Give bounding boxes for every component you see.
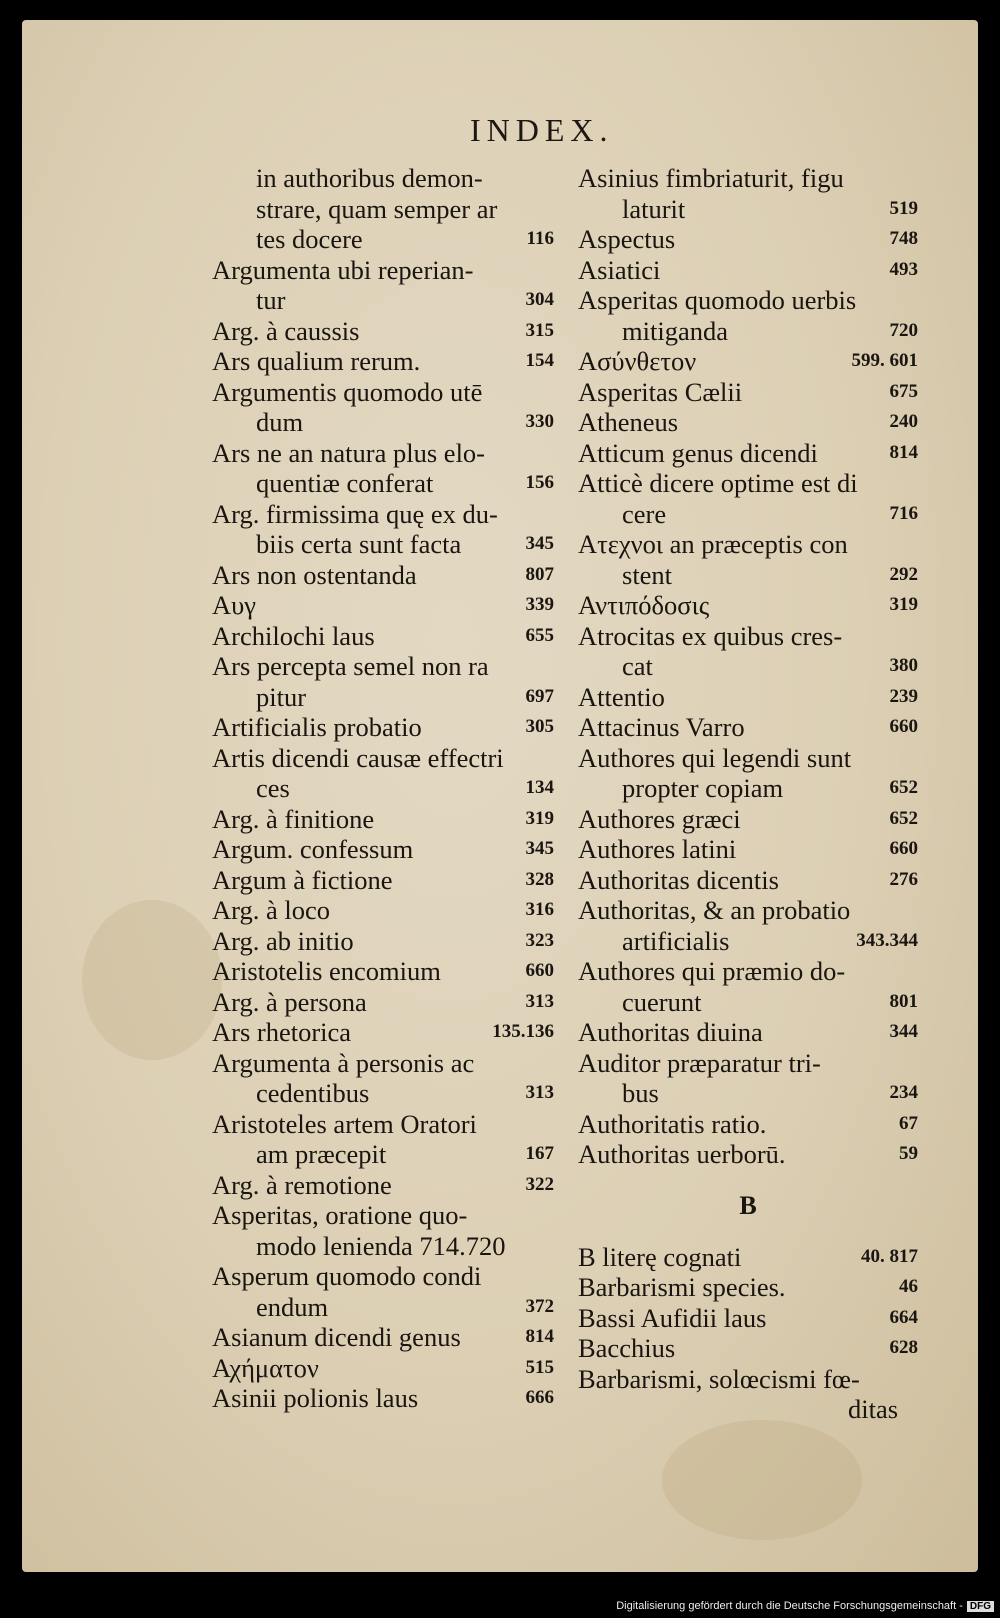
index-entry <box>578 743 918 774</box>
entry-page: 240 <box>889 411 918 432</box>
dfg-logo: DFG <box>967 1601 994 1612</box>
index-entry <box>212 468 554 499</box>
entry-page: 315 <box>525 319 554 341</box>
index-entry <box>578 438 918 469</box>
entry-text: Arg. à persona <box>212 986 367 1017</box>
entry-page: 135.136 <box>492 1021 554 1042</box>
entry-text: Auditor præparatur tri- <box>578 1047 821 1078</box>
entry-page: 652 <box>889 807 918 829</box>
entry-text: Ασύνθετον <box>578 346 697 376</box>
index-entry <box>212 224 554 255</box>
entry-page: 660 <box>525 960 554 981</box>
entry-page: 344 <box>889 1021 918 1042</box>
entry-page: 372 <box>525 1295 554 1317</box>
entry-text: Asinius fimbriaturit, figu <box>578 163 844 193</box>
entry-page: 493 <box>889 258 918 280</box>
index-entry <box>212 560 554 591</box>
entry-text: Barbarismi, solœcismi fœ- <box>578 1363 860 1394</box>
index-entry <box>578 987 918 1018</box>
entry-text: Arg. ab initio <box>212 925 354 956</box>
index-entry <box>212 1383 554 1414</box>
credit-text: Digitalisierung gefördert durch die Deutsche Forschungsgemeinschaft - <box>616 1600 963 1612</box>
entry-page: 599. 601 <box>851 350 918 371</box>
entry-text: cat <box>622 651 653 681</box>
entry-page: 345 <box>525 838 554 859</box>
entry-text: ces <box>256 773 290 803</box>
index-entry <box>212 438 554 469</box>
index-entry <box>578 346 918 377</box>
index-entry <box>212 621 554 652</box>
entry-text: Authoritas, & an probatio <box>578 895 851 925</box>
index-entry <box>578 407 918 438</box>
index-entry <box>578 1272 918 1303</box>
index-entry <box>212 1078 554 1109</box>
entry-text: tes docere <box>256 224 363 254</box>
entry-page <box>546 499 554 530</box>
index-entry <box>212 1292 554 1323</box>
entry-page <box>546 743 554 774</box>
index-entry <box>212 1017 554 1048</box>
entry-text: Ars non ostentanda <box>212 559 417 590</box>
index-entry <box>212 1200 554 1231</box>
entry-page: 323 <box>525 929 554 951</box>
entry-text: Atticè dicere optime est di <box>578 468 858 498</box>
entry-page: 319 <box>889 594 918 615</box>
index-entry <box>212 590 554 621</box>
entry-page: 328 <box>525 868 554 890</box>
entry-page: 239 <box>889 685 918 707</box>
entry-page: 319 <box>525 807 554 829</box>
index-entry <box>578 651 918 682</box>
entry-page: 304 <box>525 289 554 310</box>
index-entry <box>578 1017 918 1048</box>
entry-page: 807 <box>525 563 554 585</box>
digitization-credit <box>616 1600 994 1612</box>
index-entry <box>212 194 554 225</box>
entry-page: 675 <box>889 380 918 402</box>
index-entry <box>578 224 918 255</box>
entry-page <box>910 163 918 194</box>
entry-page: 652 <box>889 777 918 798</box>
entry-text: Authores latini <box>578 834 737 864</box>
entry-page: 156 <box>525 472 554 493</box>
entry-page <box>910 1048 918 1079</box>
index-block-a <box>578 163 918 1170</box>
index-entry <box>578 1394 918 1425</box>
index-entry <box>212 1261 554 1292</box>
entry-page <box>546 377 554 408</box>
entry-text: Αυγ <box>212 590 256 620</box>
entry-text: ditas <box>848 1394 899 1424</box>
entry-text: quentiæ conferat <box>256 468 434 498</box>
entry-page: 339 <box>525 594 554 615</box>
entry-page <box>910 895 918 926</box>
index-entry <box>212 682 554 713</box>
entry-page: 660 <box>889 716 918 737</box>
index-entry <box>212 1353 554 1384</box>
entry-text: Artificialis probatio <box>212 712 422 742</box>
entry-text: Aristoteles artem Oratori <box>212 1108 477 1139</box>
entry-page <box>546 194 554 225</box>
entry-text: Authores qui legendi sunt <box>578 742 852 773</box>
entry-text: B literę cognati <box>578 1241 742 1272</box>
entry-page: 814 <box>889 441 918 463</box>
index-entry <box>212 926 554 957</box>
index-entry <box>212 529 554 560</box>
index-entry <box>578 682 918 713</box>
index-column-right <box>578 163 918 1425</box>
entry-text: Arg. à remotione <box>212 1169 392 1200</box>
entry-page <box>910 1364 918 1395</box>
entry-text: cedentibus <box>256 1078 370 1108</box>
entry-text: Archilochi laus <box>212 620 375 651</box>
index-entry <box>578 377 918 408</box>
entry-text: Ατεχνοι an præceptis con <box>578 529 848 559</box>
entry-page: 720 <box>889 319 918 341</box>
entry-text: Authores græci <box>578 803 741 834</box>
entry-text: Arg. à finitione <box>212 803 375 834</box>
entry-page: 716 <box>889 502 918 524</box>
index-entry <box>578 1303 918 1334</box>
index-entry <box>578 1109 918 1140</box>
entry-text: Asiatici <box>578 254 661 285</box>
index-entry <box>212 865 554 896</box>
entry-page: 330 <box>525 411 554 432</box>
entry-page <box>546 1109 554 1140</box>
entry-text: Aristotelis encomium <box>212 956 441 986</box>
index-entry <box>212 895 554 926</box>
entry-page <box>546 1200 554 1231</box>
index-entry <box>212 651 554 682</box>
index-entry <box>212 834 554 865</box>
entry-page: 814 <box>525 1326 554 1347</box>
entry-text: Asianum dicendi genus <box>212 1322 461 1352</box>
index-entry <box>578 834 918 865</box>
index-entry <box>578 255 918 286</box>
entry-text: Atrocitas ex quibus cres- <box>578 620 843 651</box>
entry-text: Barbarismi species. <box>578 1272 786 1302</box>
entry-page: 748 <box>889 228 918 249</box>
entry-text: Asperitas, oratione quo- <box>212 1200 468 1230</box>
entry-page <box>546 255 554 286</box>
index-entry <box>578 956 918 987</box>
index-entry <box>212 407 554 438</box>
index-entry <box>578 712 918 743</box>
entry-text: propter copiam <box>622 773 784 803</box>
index-entry <box>578 926 918 957</box>
section-letter: B <box>739 1190 757 1220</box>
entry-text: Argumenta ubi reperian- <box>212 254 474 285</box>
index-entry <box>578 163 918 194</box>
entry-text: Αχήματον <box>212 1352 319 1383</box>
entry-page: 134 <box>525 777 554 798</box>
index-entry <box>578 895 918 926</box>
entry-text: endum <box>256 1291 329 1322</box>
index-entry <box>578 1364 918 1395</box>
entry-text: Arg. firmissima quę ex du- <box>212 498 498 529</box>
entry-page: 292 <box>889 563 918 585</box>
entry-page <box>910 956 918 987</box>
entry-text: Ars rhetorica <box>212 1017 352 1047</box>
entry-text: tur <box>256 285 286 315</box>
index-entry <box>578 1333 918 1364</box>
entry-text: Authoritatis ratio. <box>578 1108 767 1139</box>
entry-text: Argumenta à personis ac <box>212 1047 475 1078</box>
entry-text: Ars percepta semel non ra <box>212 651 489 681</box>
index-entry <box>212 377 554 408</box>
entry-page: 697 <box>525 685 554 707</box>
entry-page: 660 <box>889 838 918 859</box>
entry-text: Artis dicendi causæ effectri <box>212 742 504 773</box>
index-entry <box>578 529 918 560</box>
entry-text: Aspectus <box>578 224 676 254</box>
entry-page <box>546 1261 554 1292</box>
entry-text: biis certa sunt facta <box>256 529 462 559</box>
entry-page: 380 <box>889 655 918 676</box>
index-entry <box>578 1139 918 1170</box>
index-entry <box>578 316 918 347</box>
index-entry <box>212 804 554 835</box>
index-entry <box>578 560 918 591</box>
index-entry <box>578 499 918 530</box>
entry-page: 628 <box>889 1337 918 1358</box>
index-entry <box>578 1048 918 1079</box>
entry-page: 343.344 <box>856 929 918 951</box>
entry-page <box>546 1048 554 1079</box>
entry-text: Asperitas Cælii <box>578 376 743 407</box>
index-entry <box>578 285 918 316</box>
entry-text: Authoritas diuina <box>578 1017 763 1047</box>
index-entry <box>578 590 918 621</box>
entry-text: mitiganda <box>622 315 728 346</box>
entry-text: Asperitas quomodo uerbis <box>578 285 857 315</box>
index-entry <box>212 1170 554 1201</box>
index-column-left <box>212 163 554 1414</box>
entry-text: bus <box>622 1078 659 1108</box>
index-entry <box>578 1242 918 1273</box>
entry-page: 46 <box>899 1276 918 1297</box>
entry-page: 801 <box>889 990 918 1012</box>
entry-page: 234 <box>889 1082 918 1103</box>
index-entry <box>578 194 918 225</box>
entry-page: 313 <box>525 990 554 1012</box>
entry-page <box>910 1394 918 1425</box>
entry-text: modo lenienda 714.720 <box>256 1230 506 1261</box>
entry-page <box>546 1231 554 1262</box>
entry-page: 316 <box>525 899 554 920</box>
paper-stain <box>82 900 222 1060</box>
entry-text: Argum à fictione <box>212 864 393 895</box>
index-entry <box>212 255 554 286</box>
entry-text: artificialis <box>622 925 730 956</box>
entry-page <box>910 621 918 652</box>
index-entry <box>212 316 554 347</box>
entry-text: Asinii polionis laus <box>212 1383 419 1413</box>
index-entry <box>212 712 554 743</box>
entry-page <box>546 438 554 469</box>
entry-page: 167 <box>525 1143 554 1164</box>
index-entry <box>212 1109 554 1140</box>
entry-page: 664 <box>889 1306 918 1328</box>
index-entry <box>212 499 554 530</box>
entry-text: Attacinus Varro <box>578 712 745 742</box>
entry-text: Ars qualium rerum. <box>212 346 421 376</box>
entry-page: 305 <box>525 716 554 737</box>
entry-text: pitur <box>256 681 307 712</box>
index-entry <box>212 956 554 987</box>
entry-text: Argumentis quomodo utē <box>212 376 483 407</box>
entry-text: Authoritas dicentis <box>578 864 779 895</box>
entry-text: Asperum quomodo condi <box>212 1261 482 1291</box>
entry-page <box>546 651 554 682</box>
entry-text: Attentio <box>578 681 665 712</box>
index-entry <box>578 468 918 499</box>
entry-text: Authores qui præmio do- <box>578 956 846 986</box>
index-entry <box>212 1231 554 1262</box>
entry-text: laturit <box>622 193 686 224</box>
entry-page: 40. 817 <box>861 1245 918 1267</box>
entry-page: 313 <box>525 1082 554 1103</box>
index-entry <box>578 804 918 835</box>
entry-page: 116 <box>526 228 554 249</box>
index-entry <box>212 743 554 774</box>
index-entry <box>578 1078 918 1109</box>
entry-text: cere <box>622 498 667 529</box>
paper-stain <box>662 1420 862 1540</box>
entry-text: Bacchius <box>578 1333 676 1363</box>
entry-page: 276 <box>889 868 918 890</box>
entry-page: 322 <box>525 1173 554 1195</box>
entry-text: in authoribus demon- <box>256 163 483 193</box>
entry-text: am præcepit <box>256 1139 387 1169</box>
index-entry <box>212 285 554 316</box>
entry-text: Atticum genus dicendi <box>578 437 818 468</box>
entry-page <box>546 163 554 194</box>
entry-text: stent <box>622 559 673 590</box>
entry-page: 666 <box>525 1387 554 1408</box>
index-entry <box>578 773 918 804</box>
index-entry <box>212 1139 554 1170</box>
entry-page: 67 <box>899 1112 918 1134</box>
index-entry <box>212 987 554 1018</box>
entry-text: dum <box>256 407 304 437</box>
index-entry <box>212 1048 554 1079</box>
entry-page <box>910 468 918 499</box>
entry-text: Argum. confessum <box>212 834 414 864</box>
entry-text: cuerunt <box>622 986 702 1017</box>
entry-page <box>910 285 918 316</box>
entry-page: 519 <box>889 197 918 219</box>
entry-text: Atheneus <box>578 407 679 437</box>
entry-text: strare, quam semper ar <box>256 193 498 224</box>
entry-text: Αντιπόδοσις <box>578 590 710 620</box>
index-entry <box>578 621 918 652</box>
page-header: INDEX. <box>470 112 614 148</box>
entry-page: 154 <box>525 350 554 371</box>
entry-page: 59 <box>899 1143 918 1164</box>
index-entry <box>578 865 918 896</box>
entry-page: 655 <box>525 624 554 646</box>
index-entry <box>212 773 554 804</box>
entry-page: 345 <box>525 533 554 554</box>
index-block-b <box>578 1242 918 1425</box>
entry-text: Bassi Aufidii laus <box>578 1302 767 1333</box>
entry-page <box>910 529 918 560</box>
entry-page <box>910 743 918 774</box>
index-entry <box>212 1322 554 1353</box>
index-entry <box>212 346 554 377</box>
entry-text: Arg. à loco <box>212 895 330 925</box>
entry-text: Ars ne an natura plus elo- <box>212 437 486 468</box>
entry-page: 515 <box>525 1356 554 1378</box>
entry-text: Arg. à caussis <box>212 315 360 346</box>
entry-text: Authoritas uerborū. <box>578 1139 786 1169</box>
index-entry <box>212 163 554 194</box>
